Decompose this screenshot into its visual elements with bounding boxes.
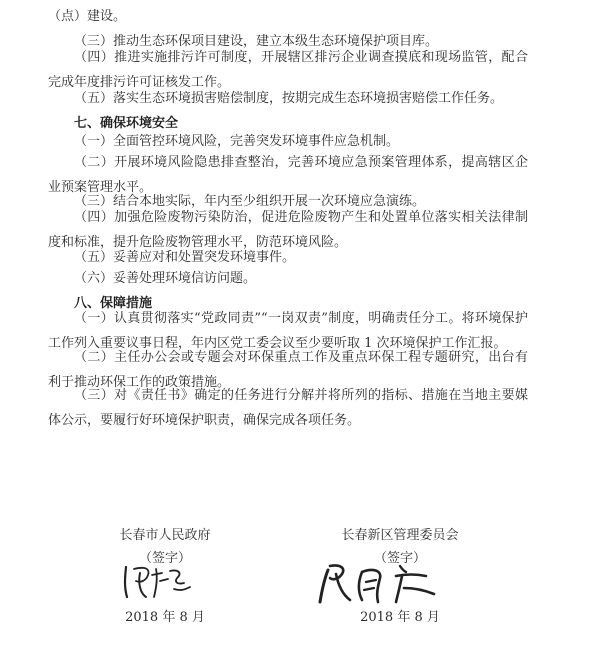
paragraph-item: （三）推动生态环保项目建设，建立本级生态环境保护项目库。 [74,34,439,49]
signature-date: 2018 年 8 月 [360,610,440,625]
handwritten-signature-right [316,560,446,606]
sign-label: （签字） [373,551,426,566]
handwritten-signature-left [118,563,208,603]
paragraph-item: （二）主任办公会或专题会对环保重点工作及重点环保工程专题研究，出台有利于推动环保工作的政策措施。 [48,350,528,390]
paragraph-item: （四）推进实施排污许可制度，开展辖区排污企业调查摸底和现场监管，配合完成年度排污许可证核发工作。 [48,50,528,90]
paragraph-item: （三）对《责任书》确定的任务进行分解并将所列的指标、措施在当地主要媒体公示，要履行好环境保护职责，确保完成各项任务。 [48,388,528,428]
paragraph-item: （五）落实生态环境损害赔偿制度，按期完成生态环境损害赔偿工作任务。 [74,91,504,106]
signatory-org: 长春市人民政府 [119,528,211,543]
signature-date: 2018 年 8 月 [125,610,205,625]
paragraph-item: （四）加强危险废物污染防治，促进危险废物产生和处置单位落实相关法律制度和标准，提升危险废物管理水平，防范环境风险。 [48,210,528,250]
paragraph-item: （三）结合本地实际，年内至少组织开展一次环境应急演练。 [74,194,426,209]
section-heading-7: 七、确保环境安全 [74,116,179,131]
sign-label: （签字） [138,551,191,566]
paragraph-item: （六）妥善处理环境信访问题。 [74,271,257,286]
paragraph-item: （二）开展环境风险隐患排查整治，完善环境应急预案管理体系，提高辖区企业预案管理水平。 [48,155,528,195]
paragraph-item: （五）妥善应对和处置突发环境事件。 [74,250,296,265]
section-heading-8: 八、保障措施 [74,296,153,311]
paragraph-item: （一）全面管控环境风险，完善突发环境事件应急机制。 [74,134,400,149]
paragraph-continuation: （点）建设。 [48,9,127,24]
paragraph-item: （一）认真贯彻落实“党政同责”“一岗双责”制度，明确责任分工。将环境保护工作列入重要议事日程，年内区党工委会议至少要听取 1 次环境保护工作汇报。 [48,311,528,351]
signatory-org: 长春新区管理委员会 [341,528,459,543]
